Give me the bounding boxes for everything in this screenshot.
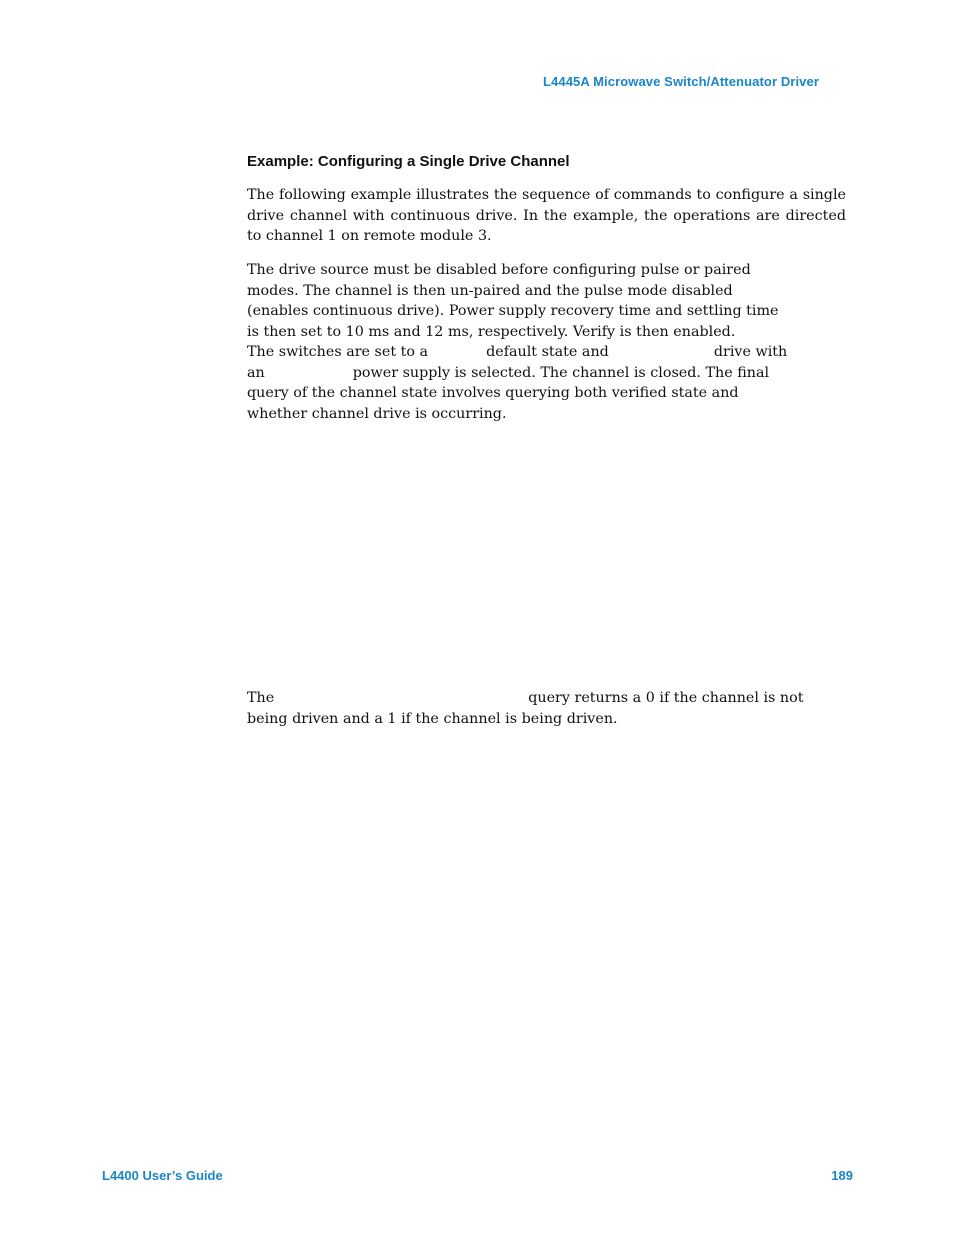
paragraph-line xyxy=(247,688,846,709)
paragraph-line: is then set to 10 ms and 12 ms, respectively. Verify is then enabled. xyxy=(247,323,736,340)
paragraph-line: query of the channel state involves querying both verified state and xyxy=(247,385,739,401)
footer-page-number: 189 xyxy=(831,1168,853,1183)
paragraph-line xyxy=(247,363,846,384)
intro-paragraph-block xyxy=(247,185,846,247)
section-heading: Example: Configuring a Single Drive Channel xyxy=(247,153,570,170)
procedure-paragraph xyxy=(247,260,846,424)
running-header-title: L4445A Microwave Switch/Attenuator Driver xyxy=(543,74,819,89)
intro-paragraph: The following example illustrates the sequence of commands to configure a single drive channel with continuous drive. In the example, the operations are directed to channel 1 on remote module 3. xyxy=(247,187,846,244)
paragraph-fragment: The xyxy=(247,690,275,706)
paragraph-line: whether channel drive is occurring. xyxy=(247,405,507,422)
footer-guide-title: L4400 User’s Guide xyxy=(102,1168,223,1183)
paragraph-fragment: The switches are set to a xyxy=(247,344,429,360)
paragraph-fragment: drive with xyxy=(713,344,788,360)
paragraph-line: The drive source must be disabled before configuring pulse or paired xyxy=(247,262,751,278)
result-paragraph xyxy=(247,688,846,729)
paragraph-line: modes. The channel is then un-paired and the pulse mode disabled xyxy=(247,282,733,299)
paragraph-line: (enables continuous drive). Power supply recovery time and settling time xyxy=(247,303,779,319)
paragraph-line xyxy=(247,342,846,363)
paragraph-line: being driven and a 1 if the channel is being driven. xyxy=(247,710,618,727)
paragraph-fragment: default state and xyxy=(486,344,609,360)
paragraph-fragment: an xyxy=(247,364,265,381)
paragraph-fragment: power supply is selected. The channel is closed. The final xyxy=(352,364,770,381)
paragraph-fragment: query returns a 0 if the channel is not xyxy=(528,690,804,706)
